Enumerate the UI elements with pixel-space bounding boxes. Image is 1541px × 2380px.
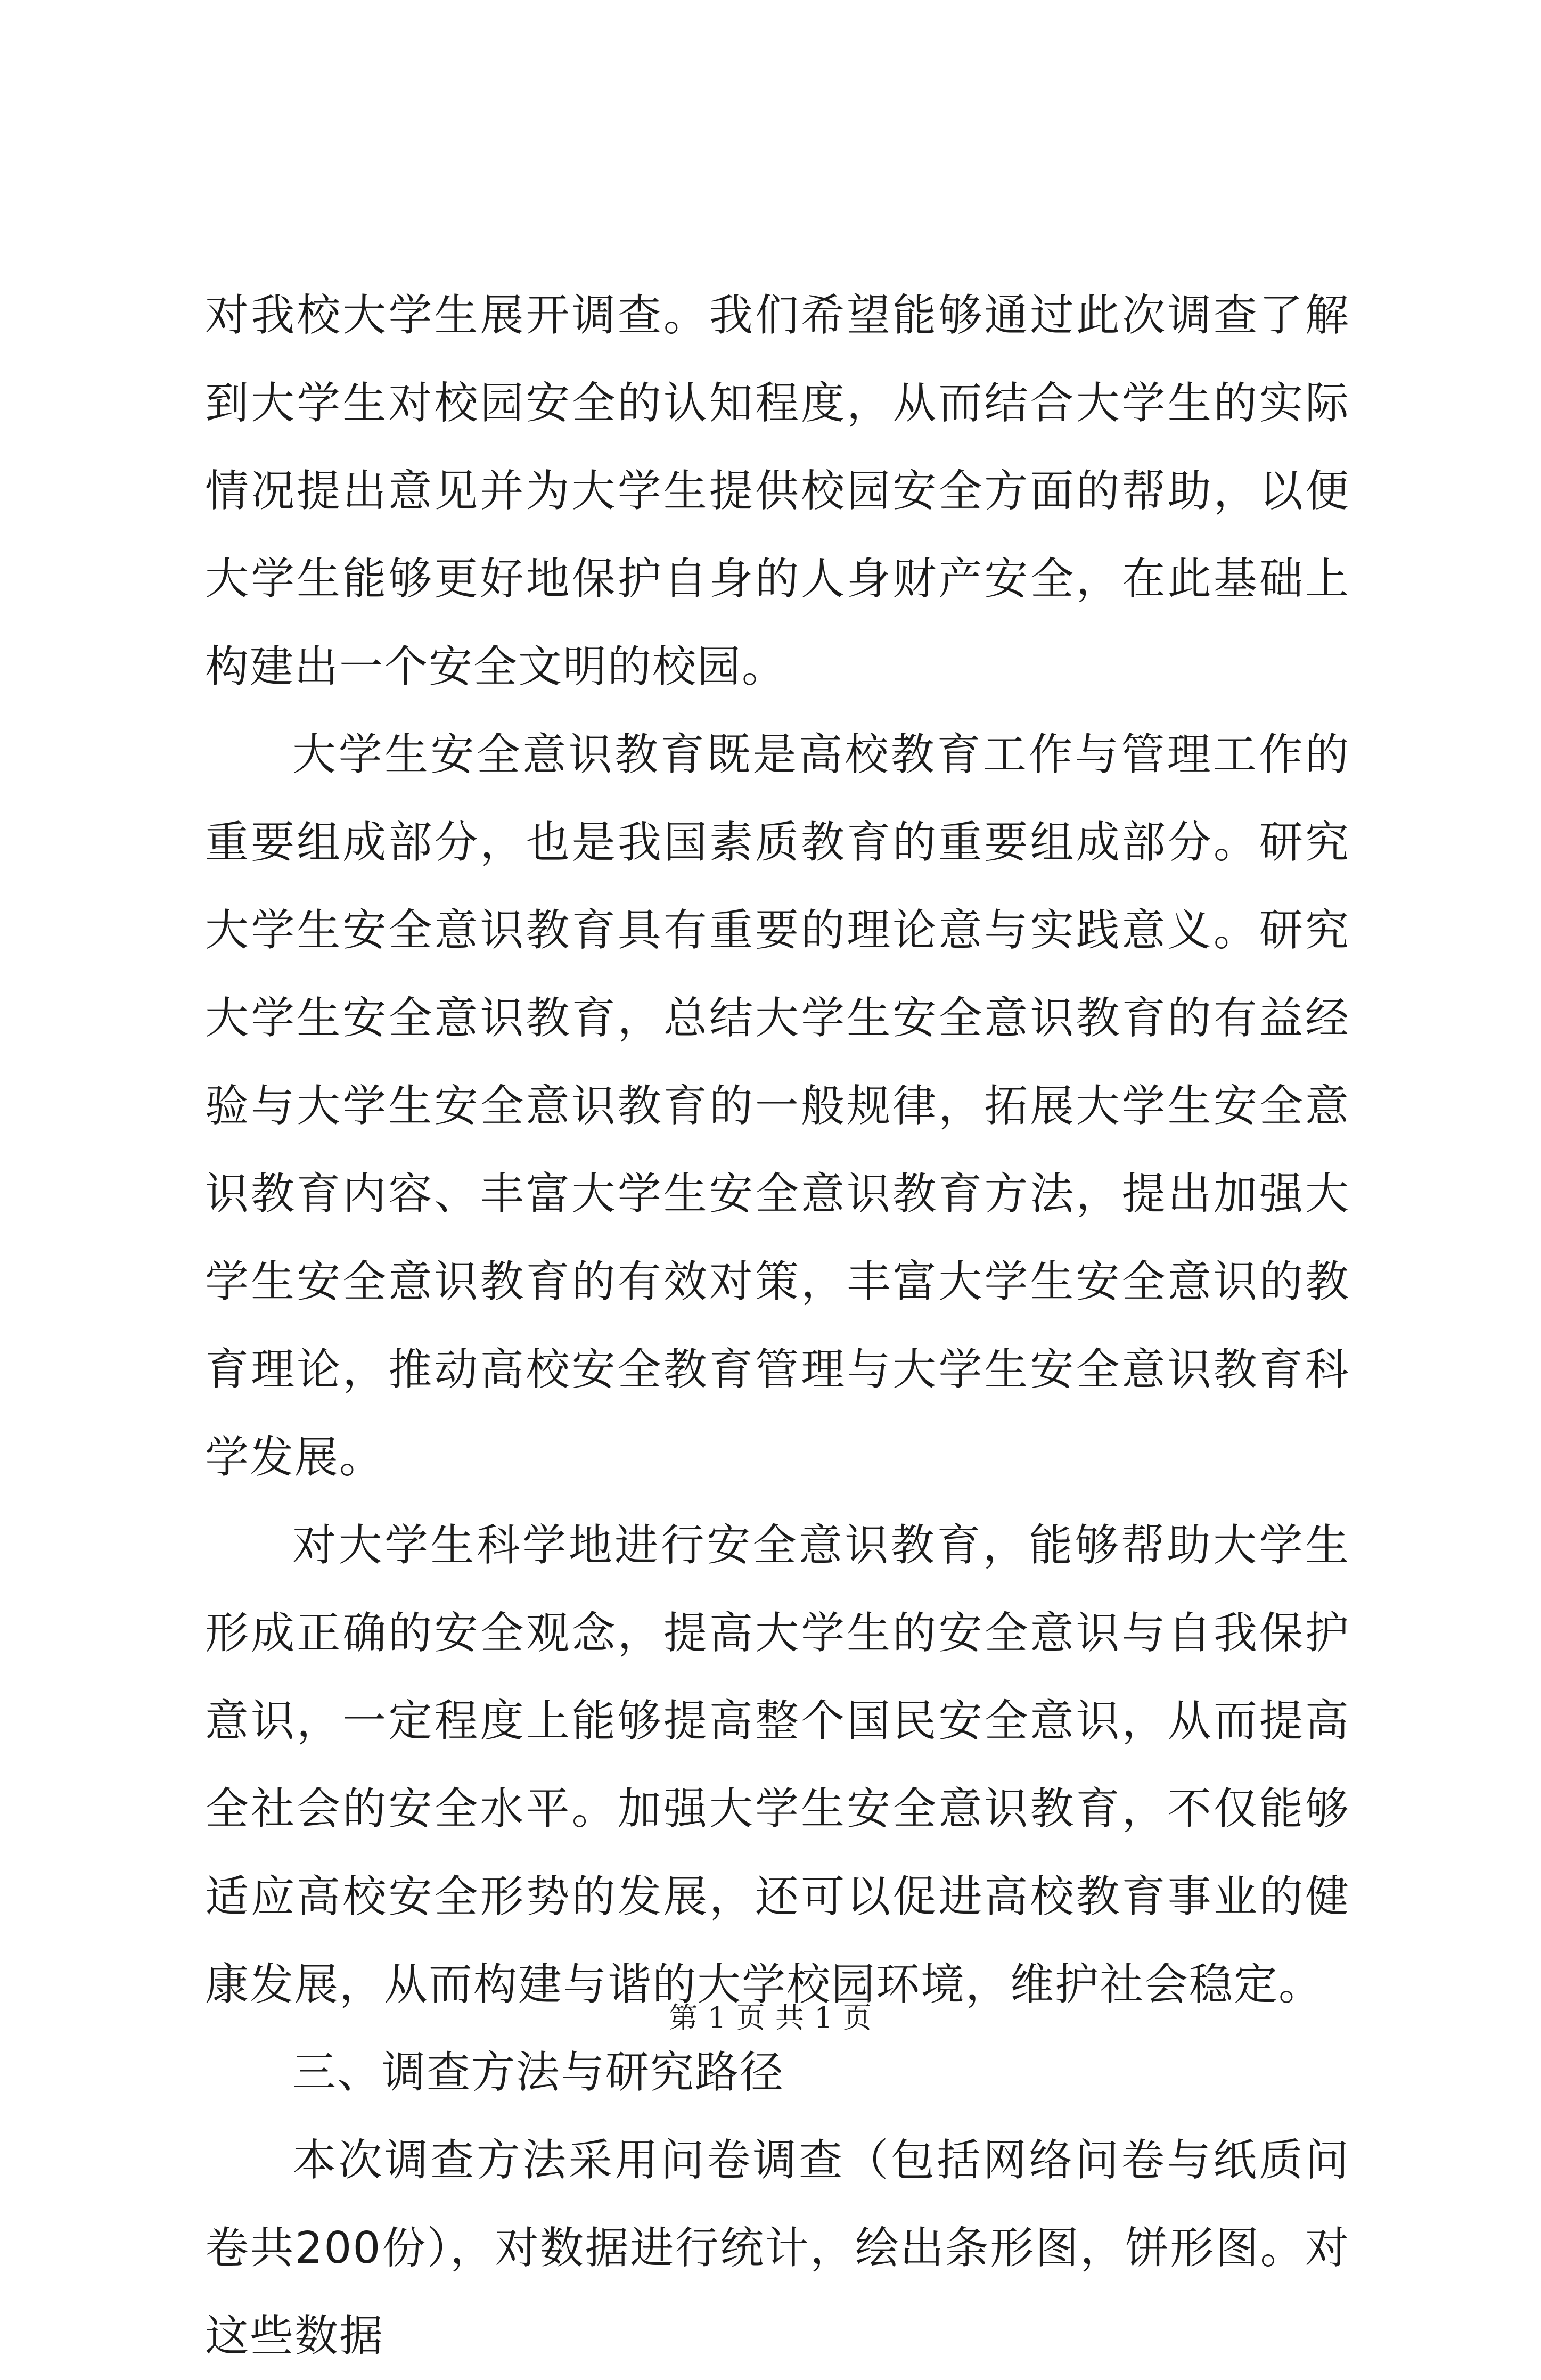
page-footer: 第 1 页 共 1 页 [669, 2001, 872, 2034]
document-body [205, 272, 1350, 2380]
paragraph-2: 大学生安全意识教育既是高校教育工作与管理工作的重要组成部分，也是我国素质教育的重要组成部分。研究大学生安全意识教育具有重要的理论意与实践意义。研究大学生安全意识教育，总结大学生安全意识教育的有益经验与大学生安全意识教育的一般规律，拓展大学生安全意识教育内容、丰富大学生安全意识教育方法，提出加强大学生安全意识教育的有效对策，丰富大学生安全意识的教育理论，推动高校安全教育管理与大学生安全意识教育科学发展。 [205, 729, 1350, 1483]
section-heading: 三、调查方法与研究路径 [292, 2047, 785, 2098]
paragraph-4: 本次调查方法采用问卷调查（包括网络问卷与纸质问卷共200份），对数据进行统计，绘出条形图，饼形图。对这些数据 [205, 2135, 1350, 2361]
paragraph-1: 对我校大学生展开调查。我们希望能够通过此次调查了解到大学生对校园安全的认知程度，从而结合大学生的实际情况提出意见并为大学生提供校园安全方面的帮助，以便大学生能够更好地保护自身的人身财产安全，在此基础上构建出一个安全文明的校园。 [205, 290, 1350, 692]
paragraph-3: 对大学生科学地进行安全意识教育，能够帮助大学生形成正确的安全观念，提高大学生的安全意识与自我保护意识，一定程度上能够提高整个国民安全意识，从而提高全社会的安全水平。加强大学生安全意识教育，不仅能够适应高校安全形势的发展，还可以促进高校教育事业的健康发展，从而构建与谐的大学校园环境，维护社会稳定。 [205, 1520, 1350, 2010]
